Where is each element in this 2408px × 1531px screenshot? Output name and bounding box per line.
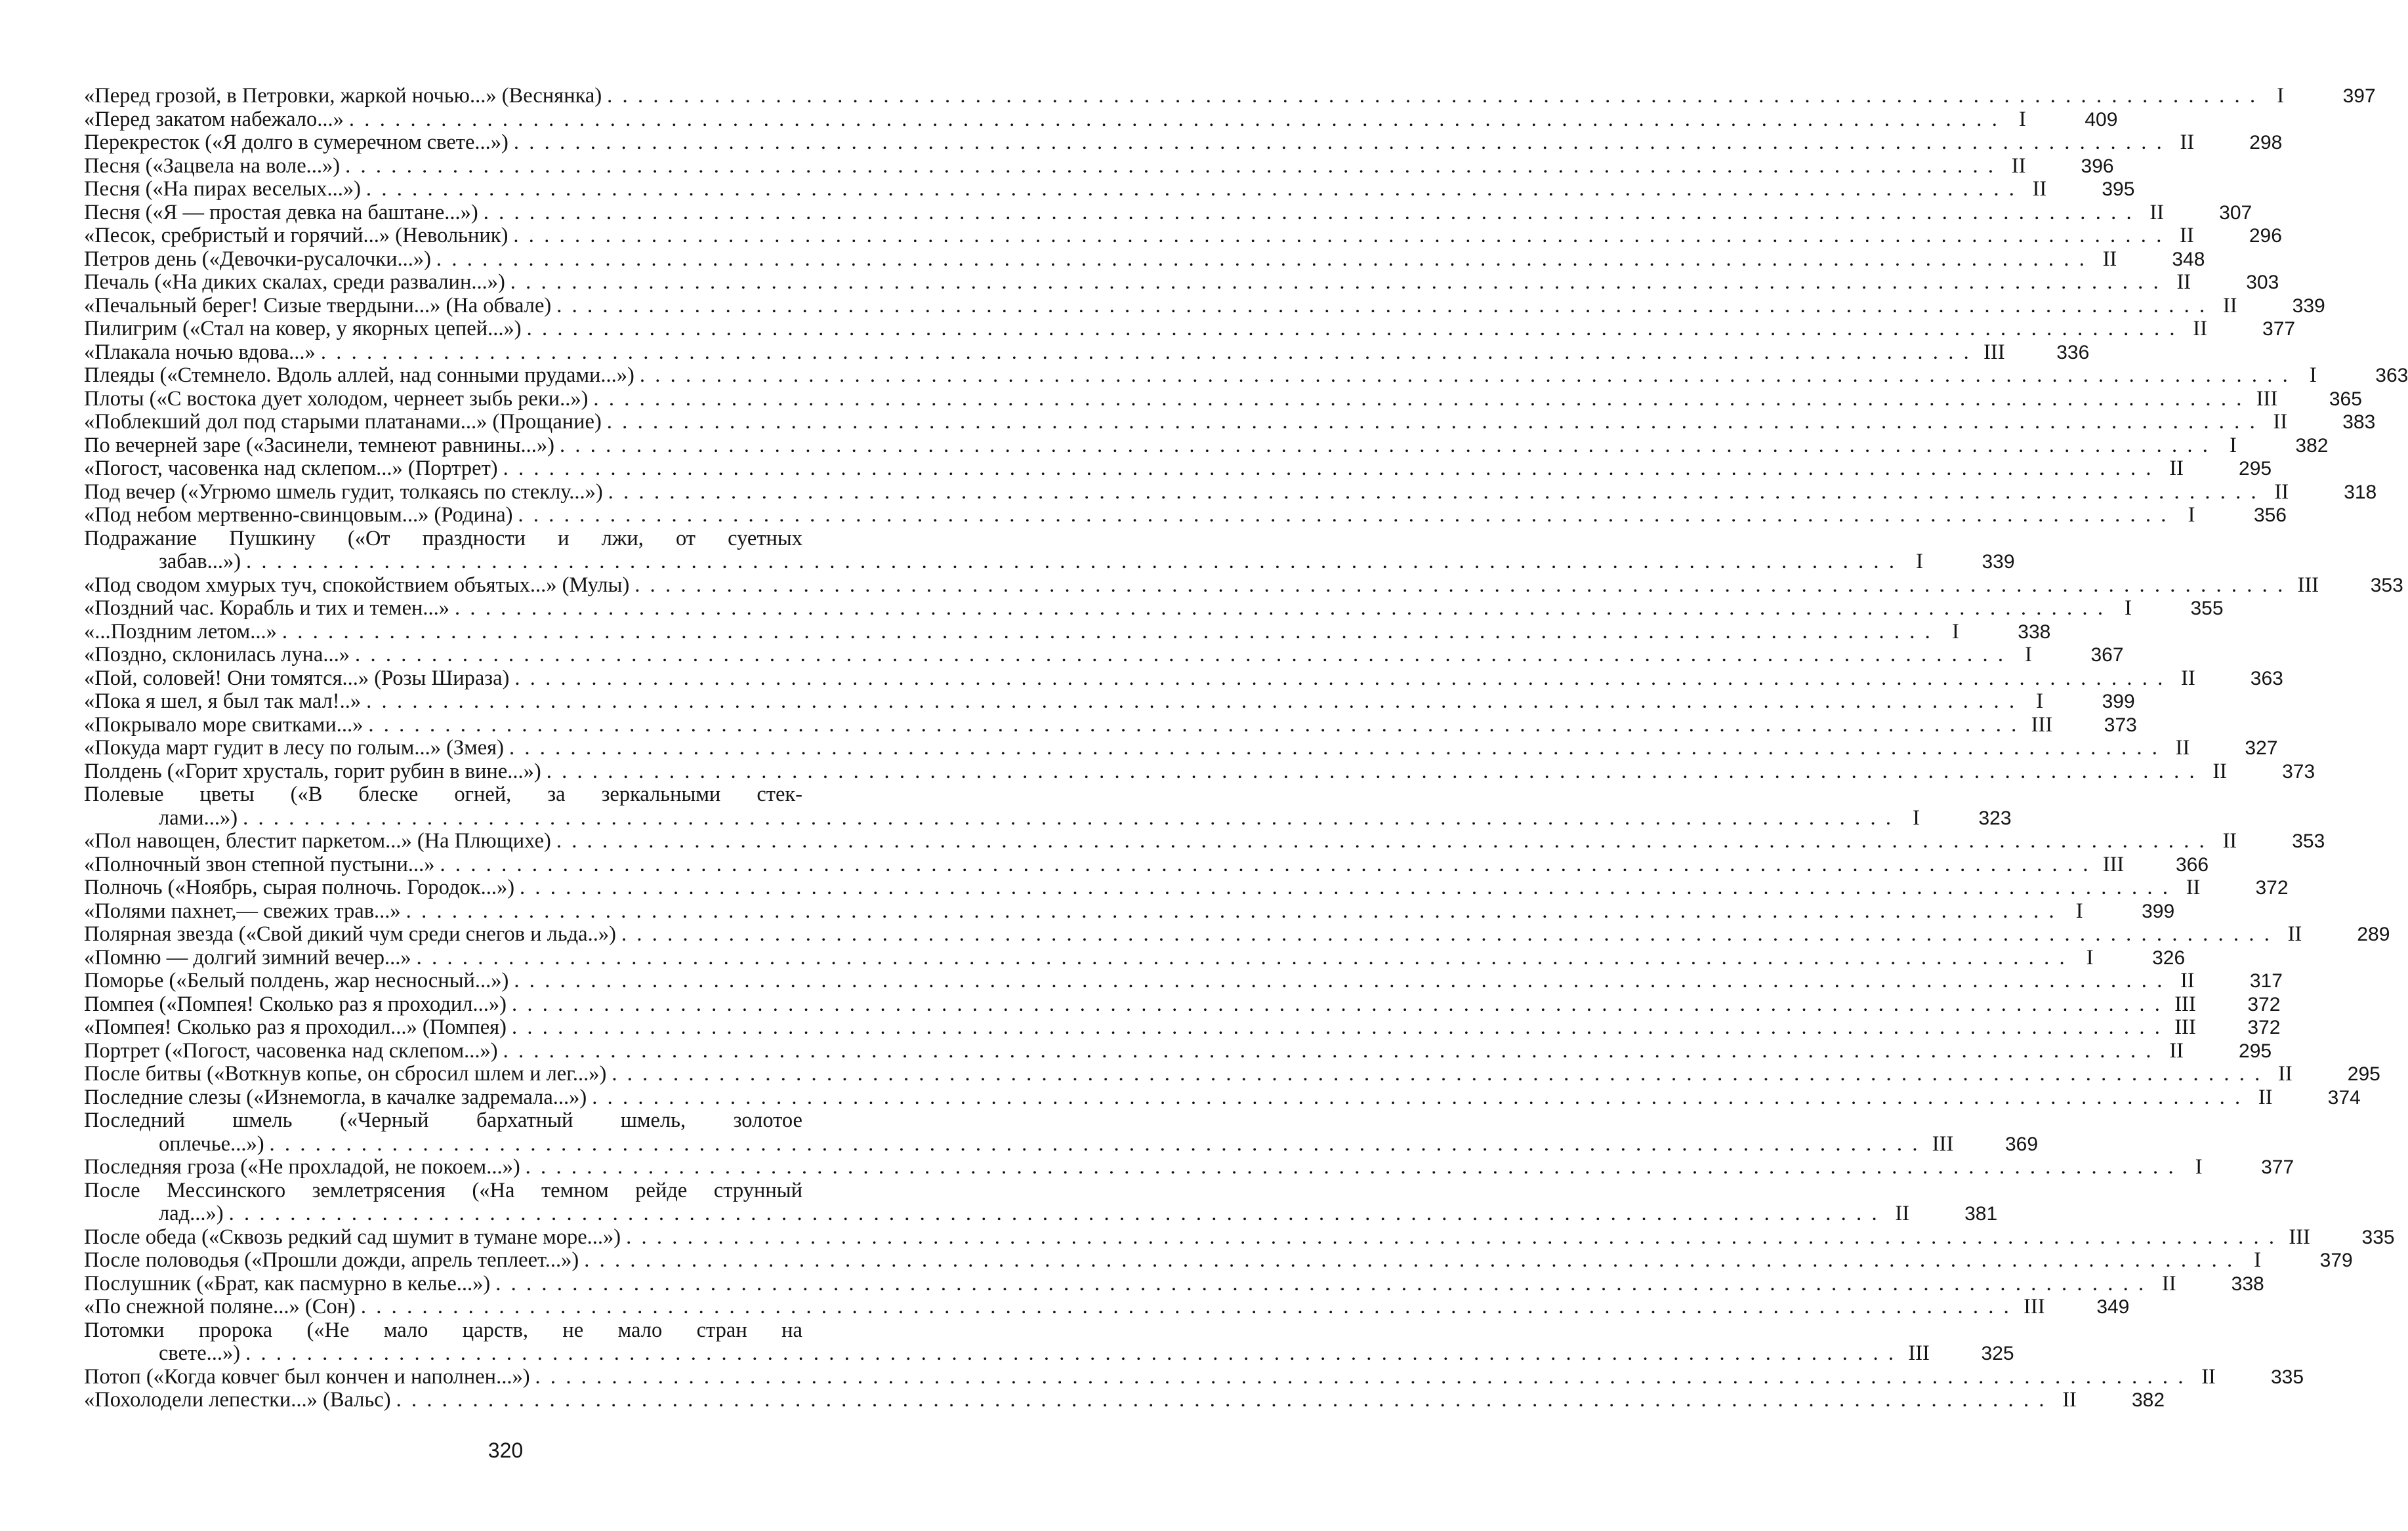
index-entry: [84, 712, 2137, 737]
leader-dots: [503, 1040, 2154, 1063]
entry-volume: III: [1908, 1341, 1930, 1365]
entry-title: Под вечер («Угрюмо шмель гудит, толкаясь по стеклу...»): [84, 480, 603, 504]
index-entry: [84, 1109, 2039, 1156]
entry-title: Помпея («Помпея! Сколько раз я проходил...»): [84, 992, 507, 1016]
leader-dots: [514, 970, 2165, 993]
page-number: 320: [488, 1439, 524, 1462]
entry-volume: II: [1895, 1202, 1909, 1225]
entry-title: Поморье («Белый полдень, жар несносный...»): [84, 969, 509, 992]
entry-title: «Помню — долгий зимний вечер...»: [84, 945, 411, 970]
leader-dots: [527, 317, 2178, 341]
entry-title: «Погост, часовенка над склепом...» (Портрет): [84, 457, 498, 480]
index-entry: [84, 1085, 2361, 1110]
index-entry: [84, 876, 2289, 900]
entry-title: «Пой, соловей! Они томятся...» (Розы Шираза): [84, 666, 510, 690]
entry-volume: II: [2186, 876, 2201, 899]
leader-dots: [518, 504, 2169, 527]
index-entry: [84, 852, 2209, 877]
entry-page: 338: [2018, 621, 2051, 643]
leader-dots: [417, 947, 2067, 970]
leader-dots: [512, 1016, 2163, 1040]
entry-title: Песня («Я — простая девка на баштане...»): [84, 200, 478, 224]
leader-dots: [512, 993, 2163, 1017]
entry-volume: I: [2277, 84, 2285, 108]
leader-dots: [514, 131, 2165, 155]
leader-dots: [484, 201, 2134, 225]
leader-dots: [626, 1226, 2277, 1250]
leader-dots: [593, 388, 2244, 411]
entry-page: 298: [2249, 132, 2283, 153]
index-entry: [84, 386, 2362, 411]
entry-page: 382: [2132, 1389, 2165, 1411]
entry-page: 356: [2253, 504, 2287, 526]
entry-volume: II: [2176, 270, 2191, 294]
index-entry: [84, 945, 2186, 970]
leader-dots: [584, 1249, 2235, 1273]
entry-title: «Под сводом хмурых туч, спокойствием объятых...» (Мулы): [84, 573, 630, 597]
entry-page: 295: [2347, 1063, 2380, 1085]
index-entry: [84, 1388, 2165, 1412]
entry-page: 289: [2357, 924, 2390, 945]
leader-dots: [612, 1063, 2262, 1086]
index-entry: [84, 1318, 2014, 1366]
entry-title: Послушник («Брат, как пасмурно в келье...»): [84, 1271, 491, 1296]
index-entry: [84, 666, 2283, 691]
entry-page: 335: [2361, 1226, 2395, 1248]
index-entry: [84, 177, 2135, 201]
entry-volume: II: [2222, 829, 2237, 853]
index-entry: [84, 503, 2287, 527]
entry-title: «Полночный звон степной пустыни...»: [84, 852, 435, 876]
entry-title: Полдень («Горит хрусталь, горит рубин в вине...»): [84, 759, 541, 783]
entry-page: 397: [2342, 85, 2376, 107]
entry-title: «Перед закатом набежало...»: [84, 107, 344, 131]
index-entry: [84, 84, 2376, 108]
index-list: [84, 84, 2408, 1412]
index-entry: [84, 1225, 2395, 1250]
index-entry: [84, 899, 2175, 924]
entry-volume: II: [2062, 1388, 2077, 1412]
index-entry: [84, 200, 2252, 225]
leader-dots: [396, 1389, 2047, 1412]
entry-title: «Полями пахнет,— свежих трав...»: [84, 899, 401, 923]
leader-dots: [246, 550, 1897, 574]
entry-page: 399: [2102, 691, 2135, 712]
entry-page: 339: [1982, 551, 2015, 573]
entry-page: 381: [1964, 1203, 1998, 1225]
index-entry: [84, 247, 2205, 272]
entry-volume: III: [2297, 573, 2319, 597]
entry-title: Последние слезы («Изнемогла, в качалке задремала...»): [84, 1085, 587, 1109]
entry-title: «Песок, сребристый и горячий...» (Невольник): [84, 224, 509, 247]
entry-page: 377: [2261, 1156, 2294, 1178]
leader-dots: [406, 900, 2057, 924]
index-entry: [84, 131, 2283, 155]
entry-volume: III: [2174, 992, 2196, 1016]
index-entry: [84, 224, 2282, 248]
entry-title: оплечье...»): [159, 1132, 264, 1156]
index-entry: [84, 480, 2377, 504]
entry-title: После обеда («Сквозь редкий сад шумит в тумане море...»): [84, 1225, 621, 1249]
index-entry: [84, 317, 2296, 341]
entry-title: «Пол навощен, блестит паркетом...» (На Плющихе): [84, 829, 551, 853]
entry-page: 336: [2056, 341, 2090, 363]
entry-title: Потоп («Когда ковчег был кончен и наполнен...»): [84, 1364, 530, 1389]
entry-page: 382: [2295, 434, 2329, 457]
entry-volume: II: [2102, 247, 2117, 271]
entry-page: 372: [2255, 877, 2289, 899]
index-entry: [84, 689, 2135, 714]
leader-dots: [634, 574, 2285, 598]
entry-volume: I: [2230, 433, 2237, 457]
leader-dots: [592, 1086, 2243, 1110]
entry-page: 326: [2152, 947, 2186, 969]
leader-dots: [243, 807, 1894, 830]
entry-title: «Покуда март гудит в лесу по голым...» (Змея): [84, 736, 504, 760]
entry-title: «Печальный берег! Сизые твердыни...» (На обвале): [84, 293, 552, 317]
entry-volume: II: [2212, 759, 2228, 783]
leader-dots: [455, 597, 2106, 621]
leader-dots: [509, 737, 2160, 760]
entry-page: 396: [2081, 155, 2114, 177]
entry-volume: I: [2195, 1155, 2203, 1179]
entry-title: «Покрывало море свитками...»: [84, 712, 363, 737]
entry-page: 409: [2085, 108, 2118, 131]
entry-volume: III: [1983, 340, 2005, 364]
entry-title: По вечерней заре («Засинели, темнеют равнины...»): [84, 433, 554, 457]
leader-dots: [556, 295, 2207, 318]
entry-volume: II: [2149, 200, 2165, 224]
leader-dots: [547, 760, 2197, 784]
index-entry: [84, 992, 2281, 1017]
entry-title-line: Полевые цветы («В блеске огней, за зеркальными стек-: [84, 783, 802, 806]
leader-dots: [368, 714, 2019, 737]
entry-page: 363: [2375, 365, 2408, 386]
leader-dots: [608, 481, 2259, 504]
leader-dots: [514, 667, 2165, 691]
entry-volume: III: [2289, 1225, 2310, 1249]
leader-dots: [495, 1273, 2146, 1296]
index-entry: [84, 1364, 2304, 1389]
entry-page: 323: [1978, 807, 2012, 829]
entry-volume: I: [2075, 899, 2083, 923]
leader-dots: [345, 155, 1996, 178]
leader-dots: [640, 364, 2291, 388]
entry-title: Полночь («Ноябрь, сырая полночь. Городок...»): [84, 876, 515, 899]
entry-volume: I: [2309, 363, 2317, 387]
entry-page: 355: [2190, 598, 2224, 619]
entry-page: 399: [2142, 900, 2175, 922]
entry-title: Песня («Зацвела на воле...»): [84, 153, 341, 178]
entry-volume: II: [2274, 480, 2289, 504]
entry-volume: II: [2222, 293, 2237, 317]
index-entry: [84, 759, 2315, 784]
index-entry: [84, 1295, 2130, 1319]
entry-volume: II: [2169, 1038, 2184, 1063]
entry-title: «Поблекший дол под старыми платанами...» (Прощание): [84, 410, 602, 434]
index-entry: [84, 643, 2124, 667]
entry-volume: II: [2175, 736, 2190, 760]
entry-title: «Поздний час. Корабль и тих и темен...»: [84, 596, 450, 620]
index-entry: [84, 1248, 2353, 1273]
entry-volume: I: [2188, 503, 2195, 527]
leader-dots: [621, 923, 2272, 947]
index-entry: [84, 293, 2325, 318]
leader-dots: [556, 830, 2207, 853]
leader-dots: [245, 1342, 1896, 1366]
leader-dots: [229, 1202, 1880, 1226]
entry-volume: I: [1951, 619, 1959, 643]
entry-title: «Пока я шел, я был так мал!..»: [84, 689, 362, 713]
entry-volume: II: [2181, 666, 2195, 690]
leader-dots: [510, 271, 2161, 295]
entry-title: Портрет («Погост, часовенка над склепом...»): [84, 1038, 498, 1063]
entry-page: 338: [2231, 1273, 2264, 1295]
entry-title: свете...»): [159, 1341, 241, 1365]
entry-page: 373: [2104, 714, 2137, 736]
entry-page: 353: [2292, 830, 2325, 852]
entry-page: 327: [2245, 737, 2278, 759]
entry-page: 365: [2329, 388, 2362, 410]
leader-dots: [607, 85, 2258, 108]
entry-volume: III: [2031, 712, 2053, 737]
entry-volume: II: [2258, 1085, 2273, 1109]
entry-page: 335: [2270, 1366, 2304, 1388]
index-entry: [84, 1178, 1998, 1226]
entry-page: 317: [2249, 970, 2283, 992]
entry-volume: III: [2102, 852, 2125, 876]
leader-dots: [349, 108, 2000, 132]
entry-volume: II: [2011, 153, 2026, 178]
index-entry: [84, 1015, 2281, 1040]
index-entry: [84, 433, 2329, 458]
entry-title: «Похолодели лепестки...» (Вальс): [84, 1388, 391, 1412]
entry-volume: I: [2125, 596, 2132, 620]
entry-title-line: Подражание Пушкину («От праздности и лжи, от суетных: [84, 526, 802, 550]
entry-volume: I: [2018, 107, 2026, 131]
entry-page: 372: [2247, 1017, 2281, 1038]
index-entry: [84, 1155, 2294, 1179]
entry-page: 363: [2250, 667, 2283, 689]
entry-volume: II: [2278, 1062, 2293, 1086]
entry-page: 383: [2342, 411, 2376, 433]
entry-page: 373: [2282, 760, 2315, 783]
entry-title: Пилигрим («Стал на ковер, у якорных цепей...»): [84, 317, 522, 340]
entry-title: лад...»): [159, 1202, 224, 1225]
entry-volume: II: [2161, 1271, 2176, 1296]
entry-volume: III: [2024, 1295, 2045, 1318]
entry-volume: II: [2273, 410, 2288, 434]
entry-title: «По снежной поляне...» (Сон): [84, 1295, 356, 1318]
entry-title-line: Последний шмель («Черный бархатный шмель, золотое: [84, 1109, 802, 1132]
entry-page: 307: [2219, 201, 2252, 224]
leader-dots: [560, 434, 2211, 458]
entry-volume: II: [2169, 457, 2184, 480]
entry-title: Печаль («На диких скалах, среди развалин...»): [84, 270, 505, 294]
entry-volume: II: [2180, 224, 2194, 247]
leader-dots: [282, 621, 1933, 644]
entry-title: После половодья («Прошли дожди, апрель теплеет...»): [84, 1248, 579, 1272]
entry-page: 395: [2102, 178, 2135, 200]
index-entry: [84, 573, 2403, 598]
entry-volume: II: [2287, 922, 2302, 946]
leader-dots: [321, 341, 1972, 365]
entry-page: 372: [2247, 993, 2281, 1015]
entry-page: 366: [2175, 853, 2209, 876]
entry-volume: III: [2174, 1015, 2196, 1039]
entry-volume: II: [2180, 969, 2195, 992]
index-entry: [84, 969, 2283, 993]
entry-title: Полярная звезда («Свой дикий чум среди снегов и льда..»): [84, 922, 616, 946]
leader-dots: [361, 1296, 2012, 1319]
index-entry: [84, 1038, 2272, 1063]
index-entry: [84, 736, 2278, 760]
index-entry: [84, 340, 2090, 365]
leader-dots: [366, 690, 2017, 714]
index-entry: [84, 1062, 2380, 1086]
entry-volume: II: [2032, 177, 2047, 201]
entry-title-line: После Мессинского землетрясения («На темном рейде струнный: [84, 1178, 802, 1202]
index-entry: [84, 410, 2376, 434]
entry-volume: I: [1913, 806, 1920, 830]
index-entry: [84, 153, 2114, 178]
leader-dots: [503, 457, 2154, 481]
entry-title: После битвы («Воткнув копье, он сбросил шлем и лег...»): [84, 1062, 607, 1086]
entry-volume: II: [2193, 317, 2207, 340]
entry-title: «Плакала ночью вдова...»: [84, 340, 316, 364]
index-entry: [84, 363, 2408, 388]
entry-volume: II: [2201, 1364, 2216, 1389]
index-entry: [84, 783, 2012, 830]
entry-page: 353: [2370, 574, 2403, 596]
entry-title: Плоты («С востока дует холодом, чернеет зыбь реки..»): [84, 386, 589, 411]
entry-title: «...Поздним летом...»: [84, 619, 277, 643]
leader-dots: [270, 1133, 1920, 1156]
leader-dots: [535, 1366, 2186, 1389]
entry-title: «Помпея! Сколько раз я проходил...» (Помпея): [84, 1015, 507, 1039]
entry-volume: III: [2256, 386, 2278, 411]
index-entry: [84, 829, 2325, 853]
entry-volume: III: [1932, 1132, 1954, 1156]
leader-dots: [520, 876, 2170, 900]
entry-page: 303: [2246, 272, 2279, 293]
entry-volume: I: [2254, 1248, 2262, 1272]
entry-volume: I: [2025, 643, 2032, 666]
entry-page: 348: [2172, 248, 2205, 270]
index-entry: [84, 922, 2390, 947]
index-entry: [84, 457, 2272, 481]
leader-dots: [607, 411, 2258, 434]
entry-title: Петров день («Девочки-русалочки...»): [84, 247, 431, 271]
entry-page: 369: [2004, 1133, 2039, 1155]
index-entry: [84, 270, 2279, 295]
entry-title: «Перед грозой, в Петровки, жаркой ночью...» (Веснянка): [84, 84, 602, 108]
entry-title: Последняя гроза («Не прохладой, не покоем...»): [84, 1155, 520, 1179]
entry-page: 377: [2262, 318, 2296, 340]
entry-volume: II: [2180, 131, 2195, 154]
index-entry: [84, 619, 2051, 644]
entry-page: 295: [2239, 458, 2272, 480]
entry-page: 374: [2327, 1086, 2361, 1109]
entry-page: 379: [2319, 1250, 2353, 1271]
index-entry: [84, 526, 2015, 574]
leader-dots: [355, 643, 2006, 667]
entry-title: забав...»): [159, 550, 241, 573]
entry-page: 339: [2292, 295, 2325, 317]
entry-page: 295: [2239, 1040, 2272, 1062]
entry-title: Песня («На пирах веселых...»): [84, 177, 361, 201]
entry-page: 349: [2096, 1296, 2130, 1318]
entry-volume: I: [2086, 945, 2094, 970]
entry-title: Перекресток («Я долго в сумеречном свете...»): [84, 131, 509, 154]
entry-volume: I: [2036, 689, 2044, 713]
entry-page: 318: [2344, 481, 2377, 503]
entry-title: «Под небом мертвенно-свинцовым...» (Родина): [84, 503, 513, 527]
entry-page: 296: [2249, 225, 2282, 247]
leader-dots: [440, 853, 2091, 877]
entry-page: 367: [2090, 644, 2124, 666]
entry-title: лами...»): [159, 806, 238, 830]
entry-title: Плеяды («Стемнело. Вдоль аллей, над сонными прудами...»): [84, 363, 634, 387]
index-entry: [84, 1271, 2264, 1296]
index-entry: [84, 107, 2118, 132]
entry-volume: I: [1916, 550, 1923, 573]
entry-title: «Поздно, склонилась луна...»: [84, 643, 350, 666]
entry-page: 325: [1981, 1343, 2014, 1364]
leader-dots: [366, 178, 2017, 201]
leader-dots: [513, 224, 2164, 248]
index-entry: [84, 596, 2224, 621]
leader-dots: [436, 248, 2087, 272]
leader-dots: [526, 1156, 2176, 1179]
entry-title-line: Потомки пророка («Не мало царств, не мало стран на: [84, 1318, 802, 1342]
